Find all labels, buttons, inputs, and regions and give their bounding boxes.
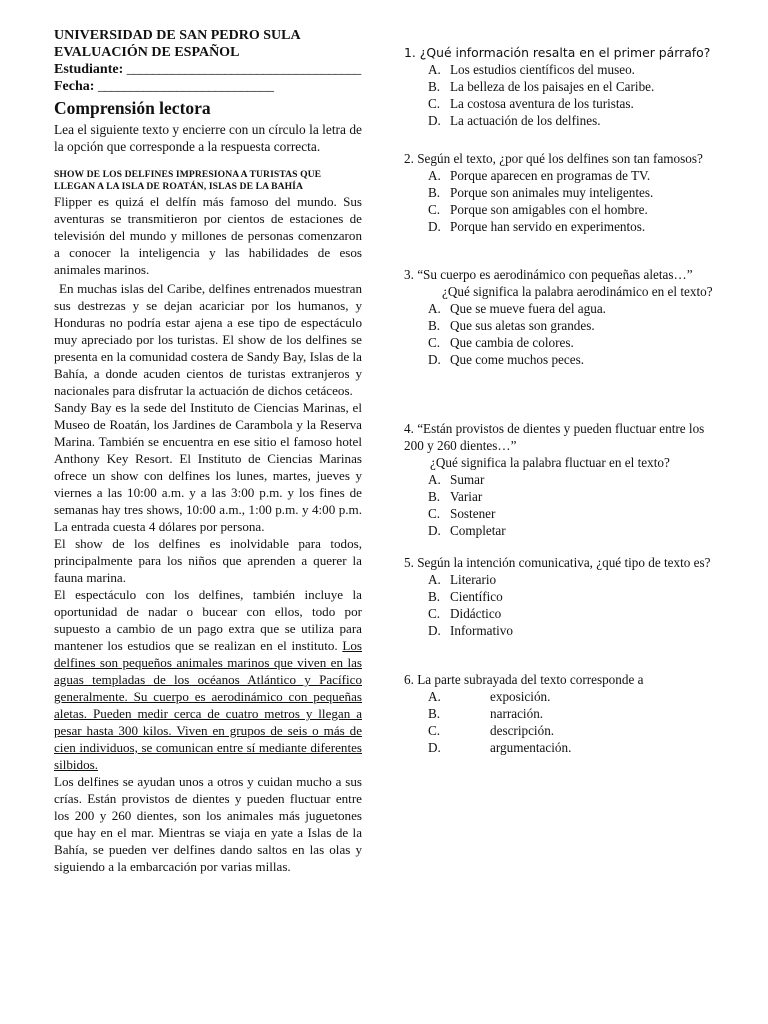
article-paragraph-3: Sandy Bay es la sede del Instituto de Ciencias Marinas, el Museo de Roatán, los Jardines de Carambola y la Reserva Marina. También se encuentra en ese sitio el famoso hotel Anthony Key Resort. El Instituto de Ciencias Marinas ofrece un show con delfines los lunes, martes, jueves y viernes a las 10:00 a.m. y a las 3:00 p.m. y los fines de semanas hay tres shows, 10:00 a.m., 1:00 p.m. y 4:00 p.m. La entrada cuesta 4 dólares por persona. <box>54 400 362 534</box>
option-text: Científico <box>450 589 503 604</box>
question-stem: 4. “Están provistos de dientes y pueden fluctuar entre los 200 y 260 dientes…” <box>404 421 705 453</box>
option-text: Que cambia de colores. <box>450 335 574 350</box>
option-letter: B. <box>428 318 441 333</box>
option-letter: A. <box>428 62 441 77</box>
answer-option[interactable] <box>428 488 726 505</box>
option-text: narración. <box>490 706 544 721</box>
option-letter: D. <box>428 352 441 367</box>
option-text: Completar <box>450 523 506 538</box>
answer-option[interactable] <box>428 471 726 488</box>
question-5 <box>404 554 726 639</box>
question-stem: 3. “Su cuerpo es aerodinámico con pequeñas aletas…” <box>404 267 693 282</box>
answer-option[interactable] <box>428 588 726 605</box>
answer-option[interactable] <box>428 201 726 218</box>
date-line: ___________________________ <box>97 79 274 94</box>
option-text: Sumar <box>450 472 485 487</box>
answer-option[interactable] <box>428 605 726 622</box>
student-field <box>54 61 362 78</box>
option-text: La belleza de los paisajes en el Caribe. <box>450 79 655 94</box>
answer-option[interactable] <box>428 112 726 129</box>
student-line: ____________________________________ <box>126 62 361 77</box>
option-letter: C. <box>428 506 441 521</box>
question-2 <box>404 150 726 235</box>
option-letter: D. <box>428 219 441 234</box>
answer-option[interactable] <box>428 722 726 739</box>
date-label: Fecha: <box>54 79 95 94</box>
option-text: descripción. <box>490 723 555 738</box>
option-letter: A. <box>428 689 441 704</box>
instructions: Lea el siguiente texto y encierre con un círculo la letra de la opción que corresponde a la respuesta correcta. <box>54 122 362 154</box>
answer-options <box>404 300 726 368</box>
answer-option[interactable] <box>428 184 726 201</box>
question-1 <box>404 44 726 129</box>
option-letter: A. <box>428 168 441 183</box>
answer-option[interactable] <box>428 688 726 705</box>
answer-options <box>404 61 726 129</box>
article-paragraph-5 <box>54 586 362 773</box>
option-letter: B. <box>428 489 441 504</box>
date-field <box>54 78 362 95</box>
university-name: UNIVERSIDAD DE SAN PEDRO SULA <box>54 28 301 43</box>
article-paragraph-4: El show de los delfines es inolvidable para todos, principalmente para los niños que aprenden a querer la fauna marina. <box>54 536 362 585</box>
option-text: Porque son amigables con el hombre. <box>450 202 648 217</box>
answer-options <box>404 167 726 235</box>
exam-title: EVALUACIÓN DE ESPAÑOL <box>54 45 240 60</box>
option-letter: D. <box>428 113 441 128</box>
article-paragraph-5-plain: El espectáculo con los delfines, también incluye la oportunidad de nadar o bucear con ellos, todo por supuesto a cambio de un pago extra que se utiliza para mantener los estudios que se realizan en el instituto. <box>54 587 362 653</box>
option-letter: B. <box>428 706 441 721</box>
article-paragraph-1: Flipper es quizá el delfín más famoso del mundo. Sus aventuras se transmitieron por cientos de estaciones de televisión del mundo y millones de personas comenzaron a conocer la inteligencia y las habilidades de esos animales marinos. <box>54 194 362 277</box>
answer-option[interactable] <box>428 622 726 639</box>
question-4 <box>404 420 726 539</box>
article-paragraph-2: En muchas islas del Caribe, delfines entrenados muestran sus destrezas y se dejan acariciar por los humanos, y Honduras no podría estar ajena a ese tipo de espectáculo muy apreciado por los turistas. El show de los delfines se presenta en la comunidad costera de Sandy Bay, Islas de la Bahía, a donde acuden cientos de turistas extranjeros y nacionales para disfrutar la actuación de dichos cetáceos. <box>54 281 362 398</box>
answer-option[interactable] <box>428 571 726 588</box>
question-stem: 1. ¿Qué información resalta en el primer párrafo? <box>404 45 711 60</box>
option-text: Los estudios científicos del museo. <box>450 62 635 77</box>
option-text: Sostener <box>450 506 496 521</box>
option-letter: C. <box>428 723 441 738</box>
answer-option[interactable] <box>428 522 726 539</box>
question-3 <box>404 266 726 368</box>
answer-option[interactable] <box>428 317 726 334</box>
option-text: argumentación. <box>490 740 572 755</box>
option-text: Porque aparecen en programas de TV. <box>450 168 651 183</box>
option-text: Porque han servido en experimentos. <box>450 219 646 234</box>
answer-option[interactable] <box>428 351 726 368</box>
answer-option[interactable] <box>428 739 726 756</box>
answer-options <box>404 688 726 756</box>
answer-option[interactable] <box>428 78 726 95</box>
question-prompt: ¿Qué significa la palabra aerodinámico en el texto? <box>442 284 713 299</box>
article-paragraph-6: Los delfines se ayudan unos a otros y cuidan mucho a sus crías. Están provistos de dientes y pueden fluctuar entre los 200 y 260 dientes, son los animales más juguetones que hay en el mar. Mientras se viaja en yate a Islas de la Bahía, se pueden ver delfines dando saltos en las olas y siguiendo a la embarcación por varias millas. <box>54 774 362 874</box>
option-text: Didáctico <box>450 606 502 621</box>
section-title: Comprensión lectora <box>54 98 211 118</box>
question-prompt: ¿Qué significa la palabra fluctuar en el texto? <box>430 455 670 470</box>
option-text: Informativo <box>450 623 513 638</box>
option-letter: B. <box>428 185 441 200</box>
answer-options <box>404 471 726 539</box>
option-letter: A. <box>428 301 441 316</box>
option-text: Que come muchos peces. <box>450 352 585 367</box>
option-letter: D. <box>428 740 441 755</box>
option-letter: B. <box>428 79 441 94</box>
answer-option[interactable] <box>428 505 726 522</box>
answer-option[interactable] <box>428 61 726 78</box>
student-label: Estudiante: <box>54 62 124 77</box>
option-letter: D. <box>428 623 441 638</box>
underlined-passage: Los delfines son pequeños animales marinos que viven en las aguas templadas de los océanos Atlántico y Pacífico generalmente. Su cuerpo es aerodinámico con pequeñas aletas. Pueden medir cerca de cuatro metros y llegan a pesar hasta 300 kilos. Viven en grupos de seis o más de cien individuos, se comunican entre sí mediante diferentes silbidos. <box>54 638 362 772</box>
option-text: Porque son animales muy inteligentes. <box>450 185 654 200</box>
question-stem: 6. La parte subrayada del texto corresponde a <box>404 672 644 687</box>
option-text: Literario <box>450 572 497 587</box>
answer-option[interactable] <box>428 334 726 351</box>
option-text: La actuación de los delfines. <box>450 113 601 128</box>
option-letter: C. <box>428 606 441 621</box>
option-text: Que se mueve fuera del agua. <box>450 301 606 316</box>
answer-options <box>404 571 726 639</box>
option-text: exposición. <box>490 689 551 704</box>
answer-option[interactable] <box>428 167 726 184</box>
option-letter: A. <box>428 572 441 587</box>
option-text: Que sus aletas son grandes. <box>450 318 595 333</box>
answer-option[interactable] <box>428 218 726 235</box>
answer-option[interactable] <box>428 300 726 317</box>
answer-option[interactable] <box>428 95 726 112</box>
article-headline: SHOW DE LOS DELFINES IMPRESIONA A TURISTAS QUE LLEGAN A LA ISLA DE ROATÁN, ISLAS DE LA BAHÍA <box>54 169 322 192</box>
question-stem: 5. Según la intención comunicativa, ¿qué tipo de texto es? <box>404 555 711 570</box>
answer-option[interactable] <box>428 705 726 722</box>
question-stem: 2. Según el texto, ¿por qué los delfines son tan famosos? <box>404 151 703 166</box>
option-letter: D. <box>428 523 441 538</box>
option-text: La costosa aventura de los turistas. <box>450 96 634 111</box>
option-letter: A. <box>428 472 441 487</box>
option-letter: C. <box>428 202 441 217</box>
option-letter: C. <box>428 335 441 350</box>
question-6 <box>404 671 726 756</box>
left-column <box>54 0 362 875</box>
option-letter: B. <box>428 589 441 604</box>
option-letter: C. <box>428 96 441 111</box>
option-text: Variar <box>450 489 483 504</box>
